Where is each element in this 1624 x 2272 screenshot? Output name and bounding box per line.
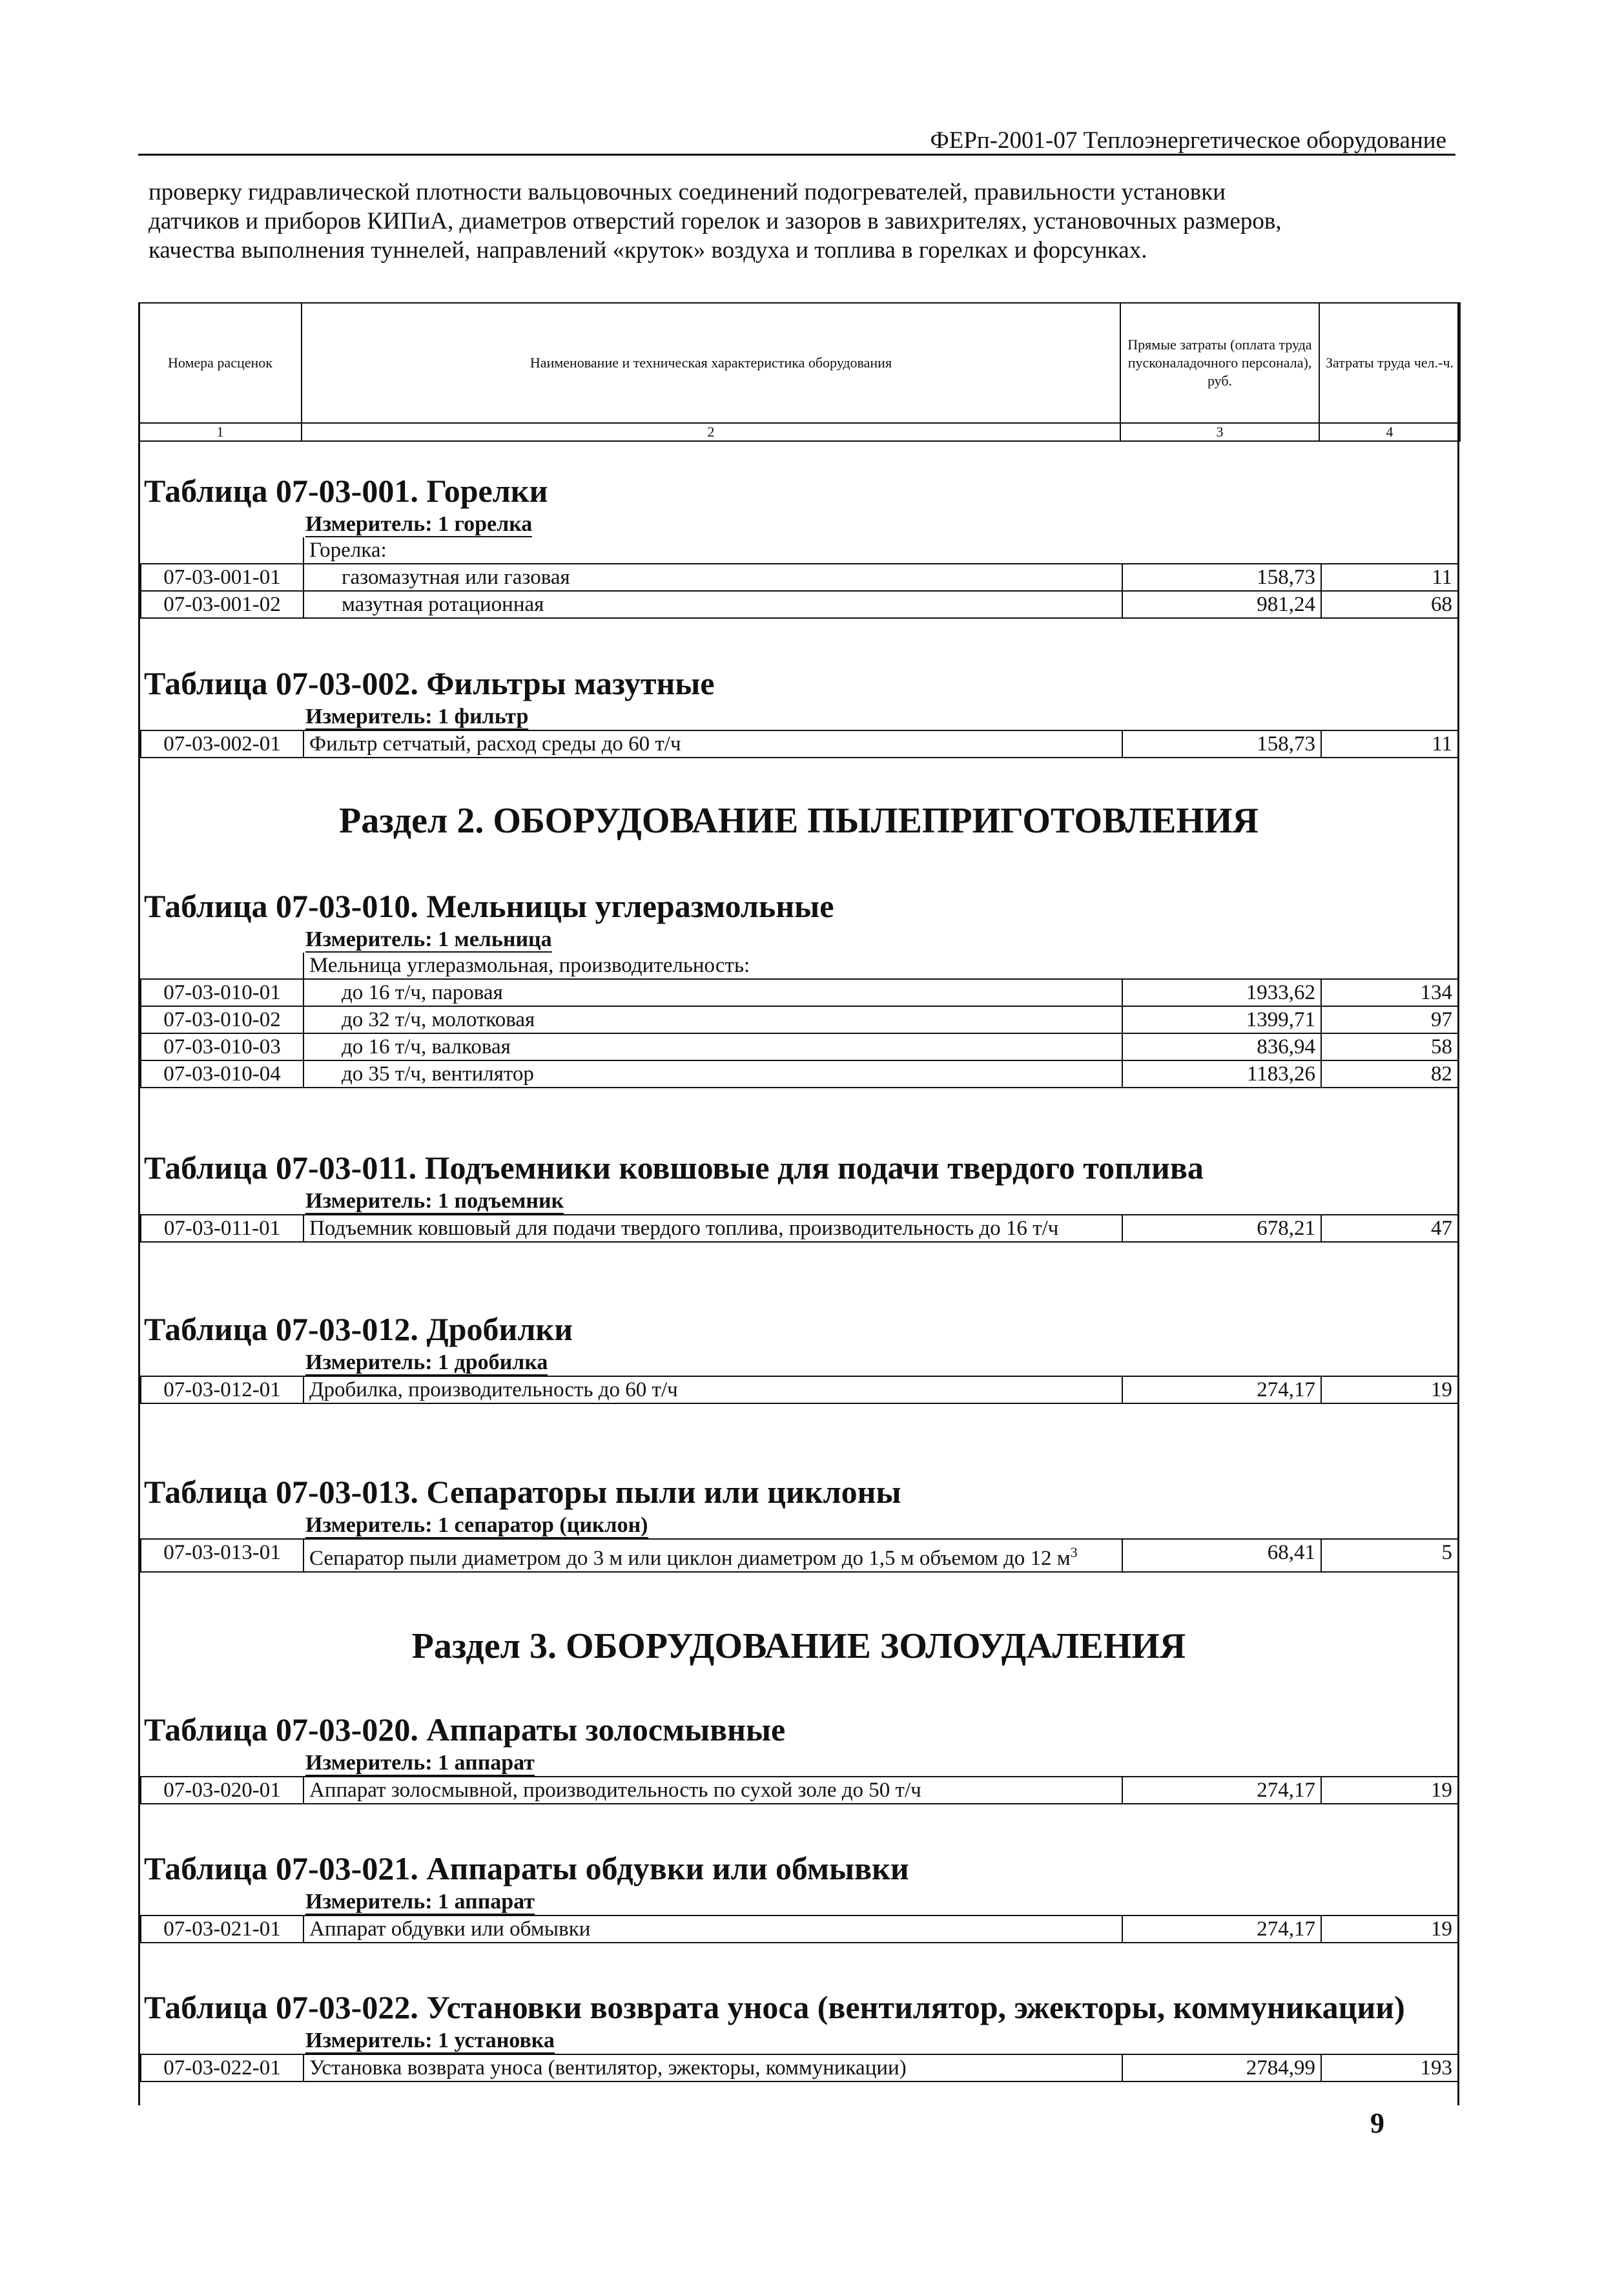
table-row: [141, 564, 1458, 591]
rate-name: Аппарат обдувки или обмывки: [303, 1916, 1122, 1943]
rate-code: 07-03-010-03: [141, 1033, 303, 1060]
col-header-codes: Номера расценок: [139, 303, 302, 423]
table-row: [141, 591, 1458, 618]
table-block: [140, 887, 1457, 1088]
table-block: [140, 1472, 1457, 1573]
rate-labor: 134: [1321, 979, 1458, 1006]
rates-table: [140, 2054, 1459, 2082]
table-meter: Измеритель: 1 сепаратор (циклон): [305, 1513, 648, 1537]
table-block: [140, 1849, 1457, 1943]
rate-cost: 678,21: [1122, 1215, 1321, 1242]
table-title: Таблица 07-03-010. Мельницы углеразмольные: [144, 888, 834, 924]
rates-table: [140, 1915, 1459, 1943]
table-meter: Измеритель: 1 мельница: [305, 927, 552, 951]
rate-labor: 193: [1321, 2054, 1458, 2081]
rate-labor: 5: [1321, 1539, 1458, 1572]
table-block: [140, 1310, 1457, 1404]
intro-line: датчиков и приборов КИПиА, диаметров отверстий горелок и зазоров в завихрителях, установочных размеров,: [149, 208, 1282, 234]
table-title: Таблица 07-03-011. Подъемники ковшовые для подачи твердого топлива: [144, 1150, 1204, 1186]
table-row: [141, 2054, 1458, 2081]
rate-cost: 274,17: [1122, 1376, 1321, 1403]
rate-labor: 19: [1321, 1916, 1458, 1943]
header-rule: [138, 154, 1455, 156]
rate-code: 07-03-013-01: [141, 1539, 303, 1572]
rate-cost: 1183,26: [1122, 1060, 1321, 1088]
table-row: [141, 1215, 1458, 1242]
intro-paragraph: [149, 178, 1440, 265]
rate-cost: 158,73: [1122, 564, 1321, 591]
rate-code: 07-03-022-01: [141, 2054, 303, 2081]
intro-line: проверку гидравлической плотности вальцовочных соединений подогревателей, правильности установки: [149, 179, 1226, 205]
rate-cost: 274,17: [1122, 1916, 1321, 1943]
table-row: [141, 1060, 1458, 1088]
rates-table: [140, 537, 1459, 619]
rate-code: 07-03-010-02: [141, 1006, 303, 1033]
table-block: [140, 664, 1457, 758]
col-number: 1: [139, 423, 302, 441]
table-title: Таблица 07-03-020. Аппараты золосмывные: [144, 1711, 786, 1748]
rate-name: Подъемник ковшовый для подачи твердого топлива, производительность до 16 т/ч: [303, 1215, 1122, 1242]
rates-table: [140, 1376, 1459, 1404]
page-number: 9: [1370, 2107, 1384, 2139]
intro-line: качества выполнения туннелей, направлений «круток» воздуха и топлива в горелках и форсунках.: [149, 237, 1147, 263]
table-title: Таблица 07-03-021. Аппараты обдувки или обмывки: [144, 1850, 909, 1886]
col-header-name: Наименование и техническая характеристика оборудования: [302, 303, 1120, 423]
table-block: [140, 471, 1457, 619]
col-number: 3: [1120, 423, 1319, 441]
rate-labor: 68: [1321, 591, 1458, 618]
table-row: [141, 1033, 1458, 1060]
table-row: [141, 1916, 1458, 1943]
section-heading: Раздел 2. ОБОРУДОВАНИЕ ПЫЛЕПРИГОТОВЛЕНИЯ: [339, 801, 1259, 841]
table-meter: Измеритель: 1 подъемник: [305, 1189, 564, 1213]
rate-name: Сепаратор пыли диаметром до 3 м или циклон диаметром до 1,5 м объемом до 12 м: [309, 1547, 1071, 1570]
table-row: [141, 730, 1458, 758]
rate-name: до 35 т/ч, вентилятор: [303, 1060, 1122, 1088]
rate-code: 07-03-020-01: [141, 1777, 303, 1804]
rate-name: Дробилка, производительность до 60 т/ч: [303, 1376, 1122, 1403]
col-header-labor: Затраты труда чел.-ч.: [1319, 303, 1460, 423]
rate-code: 07-03-001-01: [141, 564, 303, 591]
rate-labor: 19: [1321, 1777, 1458, 1804]
running-header: ФЕРп-2001-07 Теплоэнергетическое оборудование: [930, 127, 1446, 154]
rates-frame: [138, 302, 1459, 2105]
table-meter: Измеритель: 1 горелка: [305, 512, 533, 536]
rates-table: [140, 1214, 1459, 1243]
rate-code: 07-03-012-01: [141, 1376, 303, 1403]
rate-name: Аппарат золосмывной, производительность по сухой золе до 50 т/ч: [303, 1777, 1122, 1804]
group-label: Горелка:: [303, 537, 1458, 564]
rate-labor: 19: [1321, 1376, 1458, 1403]
rate-name-cell: [303, 1539, 1122, 1572]
rate-cost: 274,17: [1122, 1777, 1321, 1804]
rates-table: [140, 1538, 1459, 1573]
rate-code: 07-03-011-01: [141, 1215, 303, 1242]
rate-code: 07-03-010-01: [141, 979, 303, 1006]
table-row: [141, 1777, 1458, 1804]
table-title: Таблица 07-03-013. Сепараторы пыли или циклоны: [144, 1474, 901, 1510]
column-header-table: [138, 302, 1461, 442]
group-label: Мельница углеразмольная, производительность:: [303, 953, 1458, 979]
rate-cost: 158,73: [1122, 730, 1321, 758]
col-header-cost: Прямые затраты (оплата труда пусконаладочного персонала), руб.: [1120, 303, 1319, 423]
table-block: [140, 1710, 1457, 1804]
rate-name: до 16 т/ч, валковая: [303, 1033, 1122, 1060]
rate-code: 07-03-001-02: [141, 591, 303, 618]
rate-labor: 58: [1321, 1033, 1458, 1060]
rate-name: Установка возврата уноса (вентилятор, эжекторы, коммуникации): [303, 2054, 1122, 2081]
rate-code: 07-03-010-04: [141, 1060, 303, 1088]
table-row: [141, 1006, 1458, 1033]
rate-name: до 16 т/ч, паровая: [303, 979, 1122, 1006]
rate-code: 07-03-021-01: [141, 1916, 303, 1943]
col-number: 4: [1319, 423, 1460, 441]
rate-code: 07-03-002-01: [141, 730, 303, 758]
rate-labor: 11: [1321, 564, 1458, 591]
rates-table: [140, 1776, 1459, 1804]
rate-labor: 11: [1321, 730, 1458, 758]
rate-cost: 981,24: [1122, 591, 1321, 618]
rate-cost: 1399,71: [1122, 1006, 1321, 1033]
rate-labor: 47: [1321, 1215, 1458, 1242]
col-number: 2: [302, 423, 1120, 441]
rate-name: Фильтр сетчатый, расход среды до 60 т/ч: [303, 730, 1122, 758]
table-row: [141, 1376, 1458, 1403]
rate-cost: 836,94: [1122, 1033, 1321, 1060]
section-heading: Раздел 3. ОБОРУДОВАНИЕ ЗОЛОУДАЛЕНИЯ: [411, 1626, 1186, 1666]
table-meter: Измеритель: 1 аппарат: [305, 1751, 535, 1775]
table-title: Таблица 07-03-001. Горелки: [144, 473, 548, 509]
table-block: [140, 1148, 1457, 1243]
table-title: Таблица 07-03-022. Установки возврата уноса (вентилятор, эжекторы, коммуникации): [144, 1989, 1405, 2025]
rate-labor: 97: [1321, 1006, 1458, 1033]
rate-cost: 68,41: [1122, 1539, 1321, 1572]
rate-name: газомазутная или газовая: [303, 564, 1122, 591]
rate-labor: 82: [1321, 1060, 1458, 1088]
rate-cost: 2784,99: [1122, 2054, 1321, 2081]
table-title: Таблица 07-03-002. Фильтры мазутные: [144, 665, 715, 701]
rate-name: мазутная ротационная: [303, 591, 1122, 618]
table-row: [141, 1539, 1458, 1572]
superscript: 3: [1070, 1544, 1078, 1560]
table-title: Таблица 07-03-012. Дробилки: [144, 1311, 573, 1347]
table-block: [140, 1988, 1457, 2082]
rate-name: до 32 т/ч, молотковая: [303, 1006, 1122, 1033]
table-meter: Измеритель: 1 дробилка: [305, 1350, 548, 1374]
table-meter: Измеритель: 1 фильтр: [305, 705, 529, 728]
table-meter: Измеритель: 1 аппарат: [305, 1890, 535, 1914]
rate-cost: 1933,62: [1122, 979, 1321, 1006]
rates-table: [140, 953, 1459, 1088]
table-meter: Измеритель: 1 установка: [305, 2029, 555, 2052]
table-row: [141, 979, 1458, 1006]
rates-table: [140, 730, 1459, 758]
